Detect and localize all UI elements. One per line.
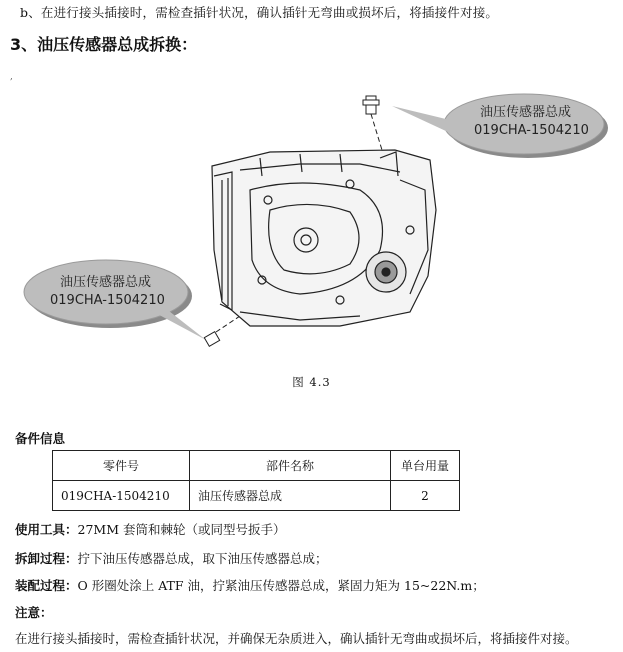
- callout-top-name: 油压传感器总成: [480, 105, 572, 120]
- callout-top-partno: 019CHA-1504210: [474, 123, 589, 138]
- removal-line: [15, 549, 328, 567]
- parts-table: [52, 450, 460, 511]
- transmission-figure: [0, 80, 623, 370]
- install-value: O 形圈处涂上 ATF 油，拧紧油压传感器总成，紧固力矩为 15~22N.m；: [77, 578, 485, 593]
- tools-value: 27MM 套筒和棘轮（或同型号扳手）: [77, 522, 286, 537]
- header-quantity: 单台用量: [391, 451, 460, 481]
- callout-left: [24, 260, 206, 340]
- tools-label: 使用工具：: [15, 522, 78, 537]
- callout-top: [392, 94, 608, 158]
- cell-part-number: 019CHA-1504210: [53, 481, 190, 511]
- tools-line: [15, 520, 286, 538]
- install-label: 装配过程：: [15, 578, 78, 593]
- removal-value: 拧下油压传感器总成，取下油压传感器总成；: [77, 551, 328, 566]
- table-row: [53, 481, 460, 511]
- figure-caption: 图 4.3: [292, 375, 331, 389]
- header-part-name: 部件名称: [190, 451, 391, 481]
- small-mark: ,: [10, 72, 13, 82]
- removal-label: 拆卸过程：: [15, 551, 78, 566]
- callout-left-name: 油压传感器总成: [60, 275, 152, 290]
- install-line: [15, 576, 485, 594]
- note-text: 在进行接头插接时，需检查插针状况，并确保无杂质进入，确认插针无弯曲或损坏后，将插接件对接。: [15, 631, 578, 646]
- sensor-top-icon: [363, 96, 382, 150]
- transmission-housing: [212, 150, 436, 326]
- header-part-number: 零件号: [53, 451, 190, 481]
- cell-quantity: 2: [391, 481, 460, 511]
- parts-info-label: 备件信息: [15, 431, 66, 446]
- previous-step-text: b、在进行接头插接时，需检查插针状况，确认插针无弯曲或损坏后，将插接件对接。: [20, 5, 499, 20]
- cell-part-name: 油压传感器总成: [190, 481, 391, 511]
- table-header-row: [53, 451, 460, 481]
- callout-left-partno: 019CHA-1504210: [50, 293, 165, 308]
- note-label: 注意：: [15, 605, 53, 620]
- section-heading: 3、油压传感器总成拆换：: [10, 35, 198, 54]
